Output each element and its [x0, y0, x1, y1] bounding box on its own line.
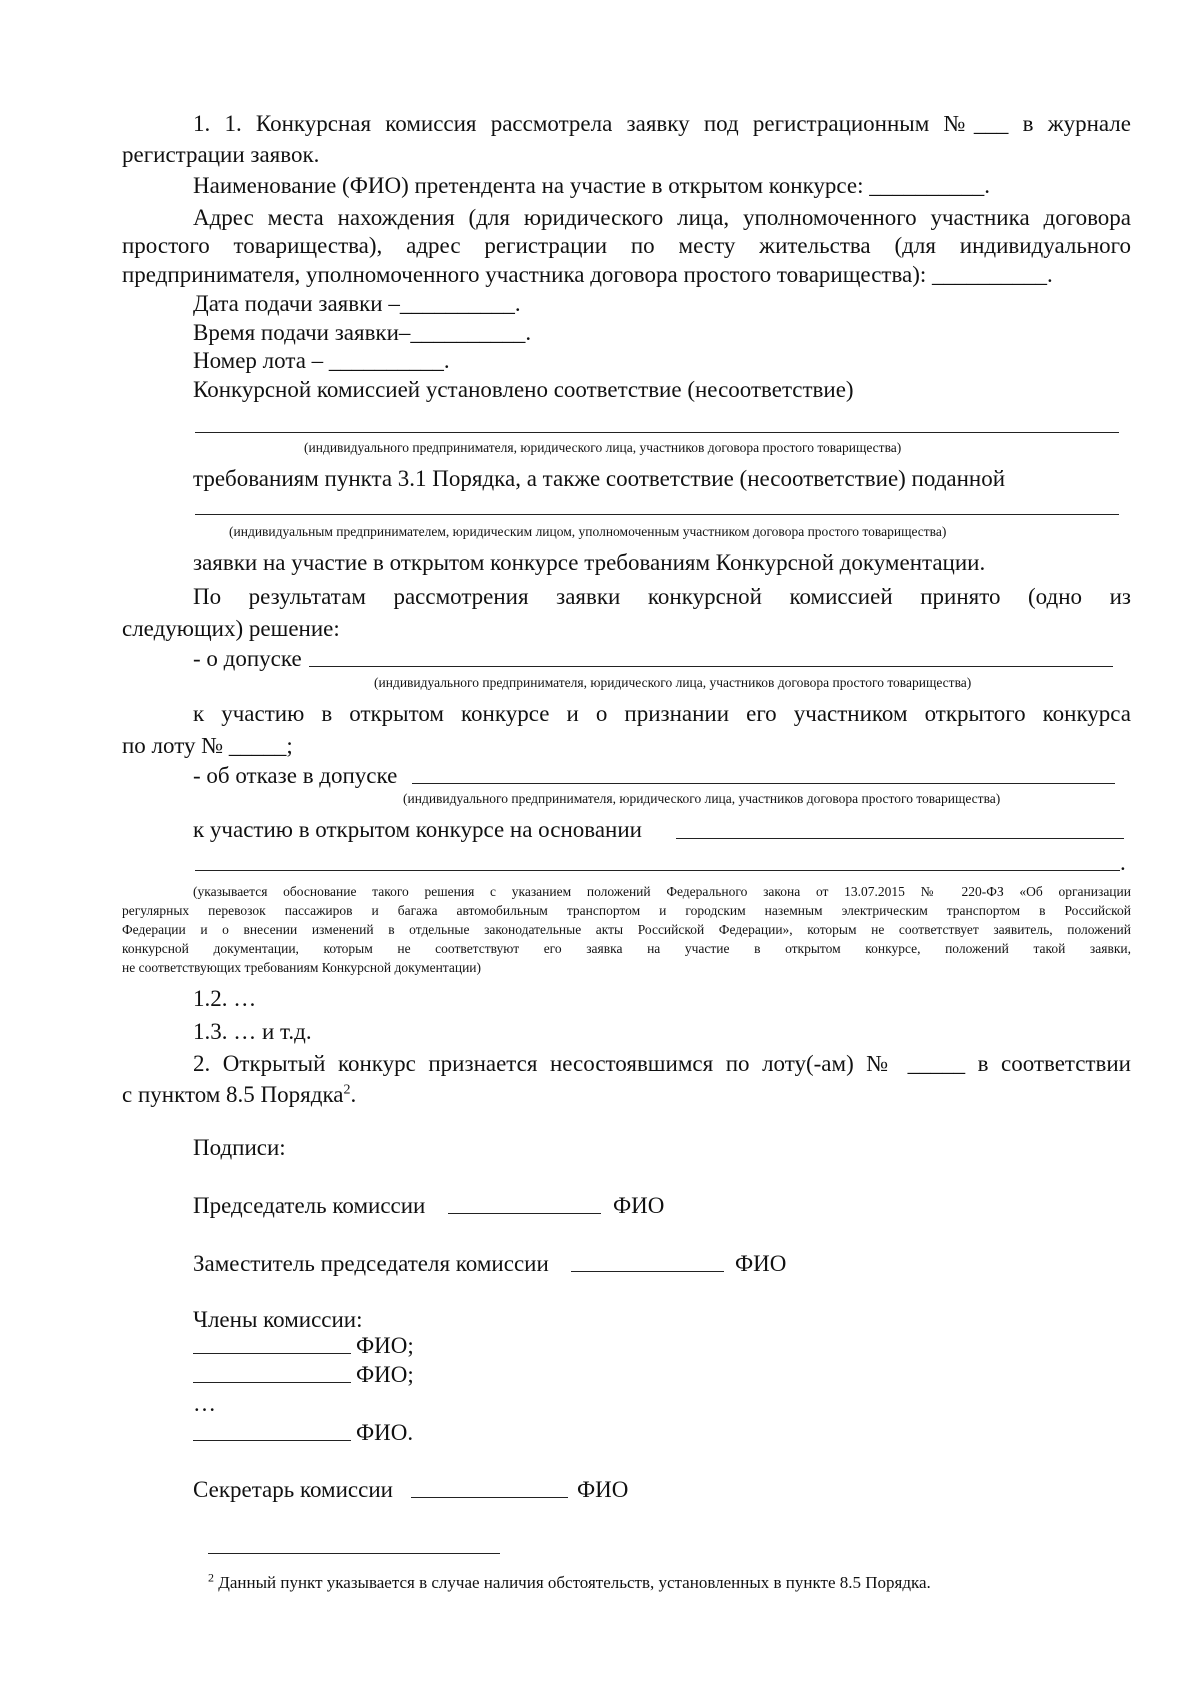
- footnote: [208, 1572, 931, 1594]
- deputy-fio: ФИО: [735, 1251, 787, 1276]
- member-2-fio: ФИО;: [356, 1362, 414, 1387]
- basis-label: к участию в открытом конкурсе на основании: [193, 817, 642, 842]
- participation-line-2: по лоту № _____;: [122, 733, 293, 758]
- applicant-name-line: Наименование (ФИО) претендента на участие в открытом конкурсе: __________.: [193, 173, 991, 198]
- paragraph-2-line-2: [122, 1081, 356, 1109]
- note-line-2: регулярных перевозок пассажиров и багажа автомобильным транспортом и городским наземным электрическим транспортом в Российской: [122, 903, 1131, 918]
- note-line-4: конкурсной документации, которым не соответствуют его заявка на участие в открытом конкурсе, положений такой заявки,: [122, 941, 1131, 956]
- refusal-label: - об отказе в допуске: [193, 763, 398, 788]
- item-1-2: 1.2. …: [193, 986, 257, 1011]
- basis-end: .: [1120, 850, 1126, 875]
- application-line: заявки на участие в открытом конкурсе требованиям Конкурсной документации.: [193, 550, 986, 575]
- note-line-5: не соответствующих требованиям Конкурсной документации): [122, 960, 482, 975]
- note-line-3: Федерации и о внесении изменений в отдельные законодательные акты Российской Федерации», которым не соответствует заявитель, положений: [122, 922, 1131, 937]
- requirements-line: требованиям пункта 3.1 Порядка, а также соответствие (несоответствие) поданной: [193, 466, 1006, 491]
- secretary-fio: ФИО: [577, 1477, 629, 1502]
- members-heading: Члены комиссии:: [193, 1307, 363, 1332]
- member-1-fio: ФИО;: [356, 1333, 414, 1358]
- deputy-signature-line: [571, 1271, 724, 1272]
- paragraph-2-end: .: [350, 1082, 357, 1107]
- member-2-signature-line: [193, 1382, 351, 1383]
- member-last-signature-line: [193, 1440, 351, 1441]
- address-line-2: простого товарищества), адрес регистрации по месту жительства (для индивидуального: [122, 233, 1131, 258]
- paragraph-2-text: с пунктом 8.5 Порядка: [122, 1082, 344, 1107]
- caption-entity-2: (индивидуальным предпринимателем, юридическим лицом, уполномоченным участником договора простого товарищества): [229, 524, 947, 539]
- paragraph-2-line-1: 2. Открытый конкурс признается несостоявшимся по лоту(-ам) № _____ в соответствии: [193, 1051, 1131, 1076]
- chairman-label: Председатель комиссии: [193, 1193, 426, 1218]
- results-line-2: следующих) решение:: [122, 616, 340, 641]
- members-ellipsis: …: [193, 1391, 216, 1416]
- deputy-label: Заместитель председателя комиссии: [193, 1251, 549, 1276]
- compliance-line: Конкурсной комиссией установлено соответствие (несоответствие): [193, 377, 854, 402]
- caption-entity-3: (индивидуального предпринимателя, юридического лица, участников договора простого товарищества): [374, 675, 972, 690]
- paragraph-1-1-line-2: регистрации заявок.: [122, 142, 320, 167]
- footnote-mark: 2: [208, 1570, 214, 1585]
- fill-in-rule-1: [195, 432, 1119, 433]
- caption-entity-1: (индивидуального предпринимателя, юридического лица, участников договора простого товарищества): [304, 440, 902, 455]
- address-line-3: предпринимателя, уполномоченного участника договора простого товарищества): __________.: [122, 262, 1053, 287]
- refusal-fill-rule: [412, 783, 1115, 784]
- secretary-label: Секретарь комиссии: [193, 1477, 393, 1502]
- footnote-separator: [208, 1553, 500, 1554]
- submission-date-line: Дата подачи заявки –__________.: [193, 291, 521, 316]
- submission-time-line: Время подачи заявки–__________.: [193, 320, 532, 345]
- results-line-1: По результатам рассмотрения заявки конкурсной комиссией принято (одно из: [193, 584, 1131, 609]
- item-1-3: 1.3. … и т.д.: [193, 1019, 312, 1044]
- basis-fill-rule-2: [195, 870, 1120, 871]
- footnote-reference: 2: [343, 1082, 351, 1098]
- member-1-signature-line: [193, 1353, 351, 1354]
- signatures-heading: Подписи:: [193, 1135, 286, 1160]
- paragraph-1-1-line-1: 1. 1. Конкурсная комиссия рассмотрела заявку под регистрационным №___ в журнале: [193, 111, 1131, 136]
- fill-in-rule-2: [195, 514, 1119, 515]
- lot-number-line: Номер лота – __________.: [193, 348, 450, 373]
- note-line-1: (указывается обоснование такого решения с указанием положений Федерального закона от 13.07.2015 № 220-ФЗ «Об организации: [193, 884, 1131, 899]
- chairman-fio: ФИО: [613, 1193, 665, 1218]
- footnote-text: Данный пункт указывается в случае наличия обстоятельств, установленных в пункте 8.5 Порядка.: [218, 1573, 931, 1592]
- member-last-fio: ФИО.: [356, 1420, 414, 1445]
- admission-fill-rule: [309, 666, 1113, 667]
- caption-entity-4: (индивидуального предпринимателя, юридического лица, участников договора простого товарищества): [403, 791, 1001, 806]
- secretary-signature-line: [411, 1497, 568, 1498]
- basis-fill-rule-1: [676, 838, 1124, 839]
- chairman-signature-line: [448, 1213, 601, 1214]
- participation-line-1: к участию в открытом конкурсе и о признании его участником открытого конкурса: [193, 701, 1131, 726]
- admission-label: - о допуске: [193, 646, 302, 671]
- address-line-1: Адрес места нахождения (для юридического лица, уполномоченного участника договора: [193, 205, 1131, 230]
